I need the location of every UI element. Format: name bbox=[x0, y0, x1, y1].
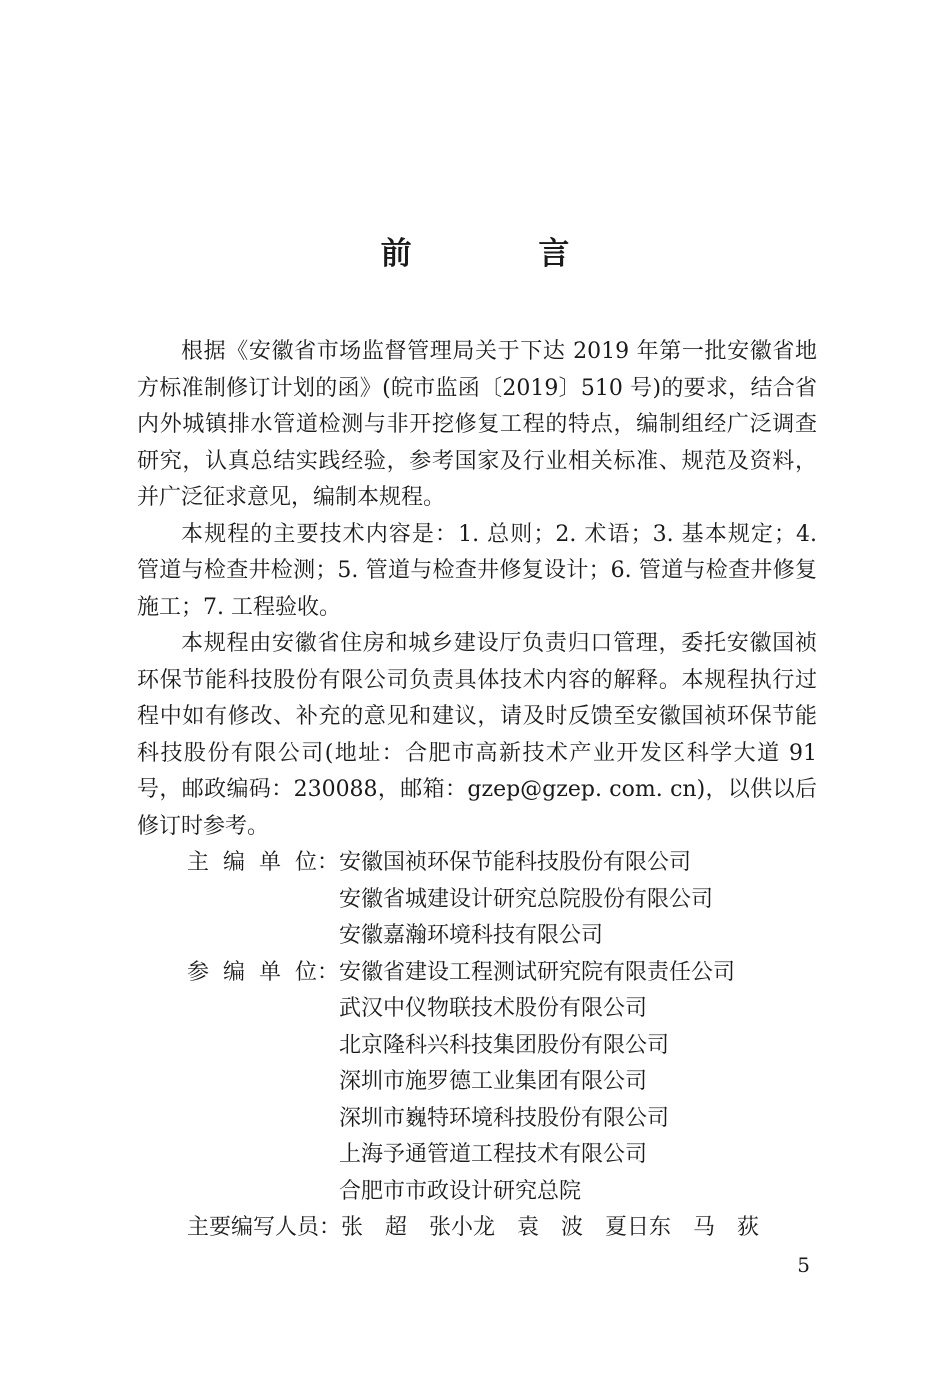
participating-units-list bbox=[339, 955, 735, 1211]
chief-units-label: 主 编 单 位： bbox=[187, 850, 339, 875]
participating-unit-item: 上海予通管道工程技术有限公司 bbox=[338, 1142, 647, 1167]
chief-unit-item: 安徽省城建设计研究总院股份有限公司 bbox=[338, 886, 713, 912]
participating-units bbox=[137, 955, 817, 1211]
participating-unit-item: 武汉中仪物联技术股份有限公司 bbox=[338, 996, 647, 1021]
paragraph-contents: 本规程的主要技术内容是：1. 总则；2. 术语；3. 基本规定；4. 管道与检查井检测；5. 管道与检查井修复设计；6. 管道与检查井修复施工；7. 工程验收。 bbox=[137, 521, 817, 620]
participating-unit-item: 安徽省建设工程测试研究院有限责任公司 bbox=[338, 959, 735, 985]
participating-unit-item: 深圳市施罗德工业集团有限公司 bbox=[338, 1069, 647, 1094]
paragraph-management: 本规程由安徽省住房和城乡建设厅负责归口管理，委托安徽国祯环保节能科技股份有限公司负责具体技术内容的解释。本规程执行过程中如有修改、补充的意见和建议，请及时反馈至安徽国祯环保节能科技股份有限公司(地址：合肥市高新技术产业开发区科学大道 91 号，邮政编码：230088，邮箱：gzep@gzep. com. cn)，以供以后修订时参考。 bbox=[137, 631, 817, 839]
drafters bbox=[137, 1210, 817, 1247]
participating-unit-item: 深圳市巍特环境科技股份有限公司 bbox=[338, 1105, 669, 1131]
chief-units-list bbox=[339, 845, 713, 955]
chief-unit-item: 安徽嘉瀚环境科技有限公司 bbox=[338, 923, 603, 948]
drafters-names: 张 超 张小龙 袁 波 夏日东 马 荻 bbox=[341, 1215, 760, 1240]
participating-unit-item: 北京隆科兴科技集团股份有限公司 bbox=[338, 1032, 669, 1058]
drafters-label: 主要编写人员： bbox=[187, 1215, 342, 1240]
participating-units-label: 参 编 单 位： bbox=[187, 959, 339, 985]
page-number: 5 bbox=[797, 1253, 810, 1277]
chief-unit-item: 安徽国祯环保节能科技股份有限公司 bbox=[338, 850, 691, 875]
participating-unit-item: 合肥市市政设计研究总院 bbox=[338, 1178, 581, 1204]
chief-units bbox=[137, 845, 817, 955]
paragraph-basis: 根据《安徽省市场监督管理局关于下达 2019 年第一批安徽省地方标准制修订计划的函》(皖市监函〔2019〕510 号)的要求，结合省内外城镇排水管道检测与非开挖修复工程的特点，编制组经广泛调查研究，认真总结实践经验，参考国家及行业相关标准、规范及资料，并广泛征求意见，编制本规程。 bbox=[137, 339, 817, 510]
page-title: 前 言 bbox=[380, 236, 628, 272]
preface-body bbox=[137, 334, 817, 1247]
